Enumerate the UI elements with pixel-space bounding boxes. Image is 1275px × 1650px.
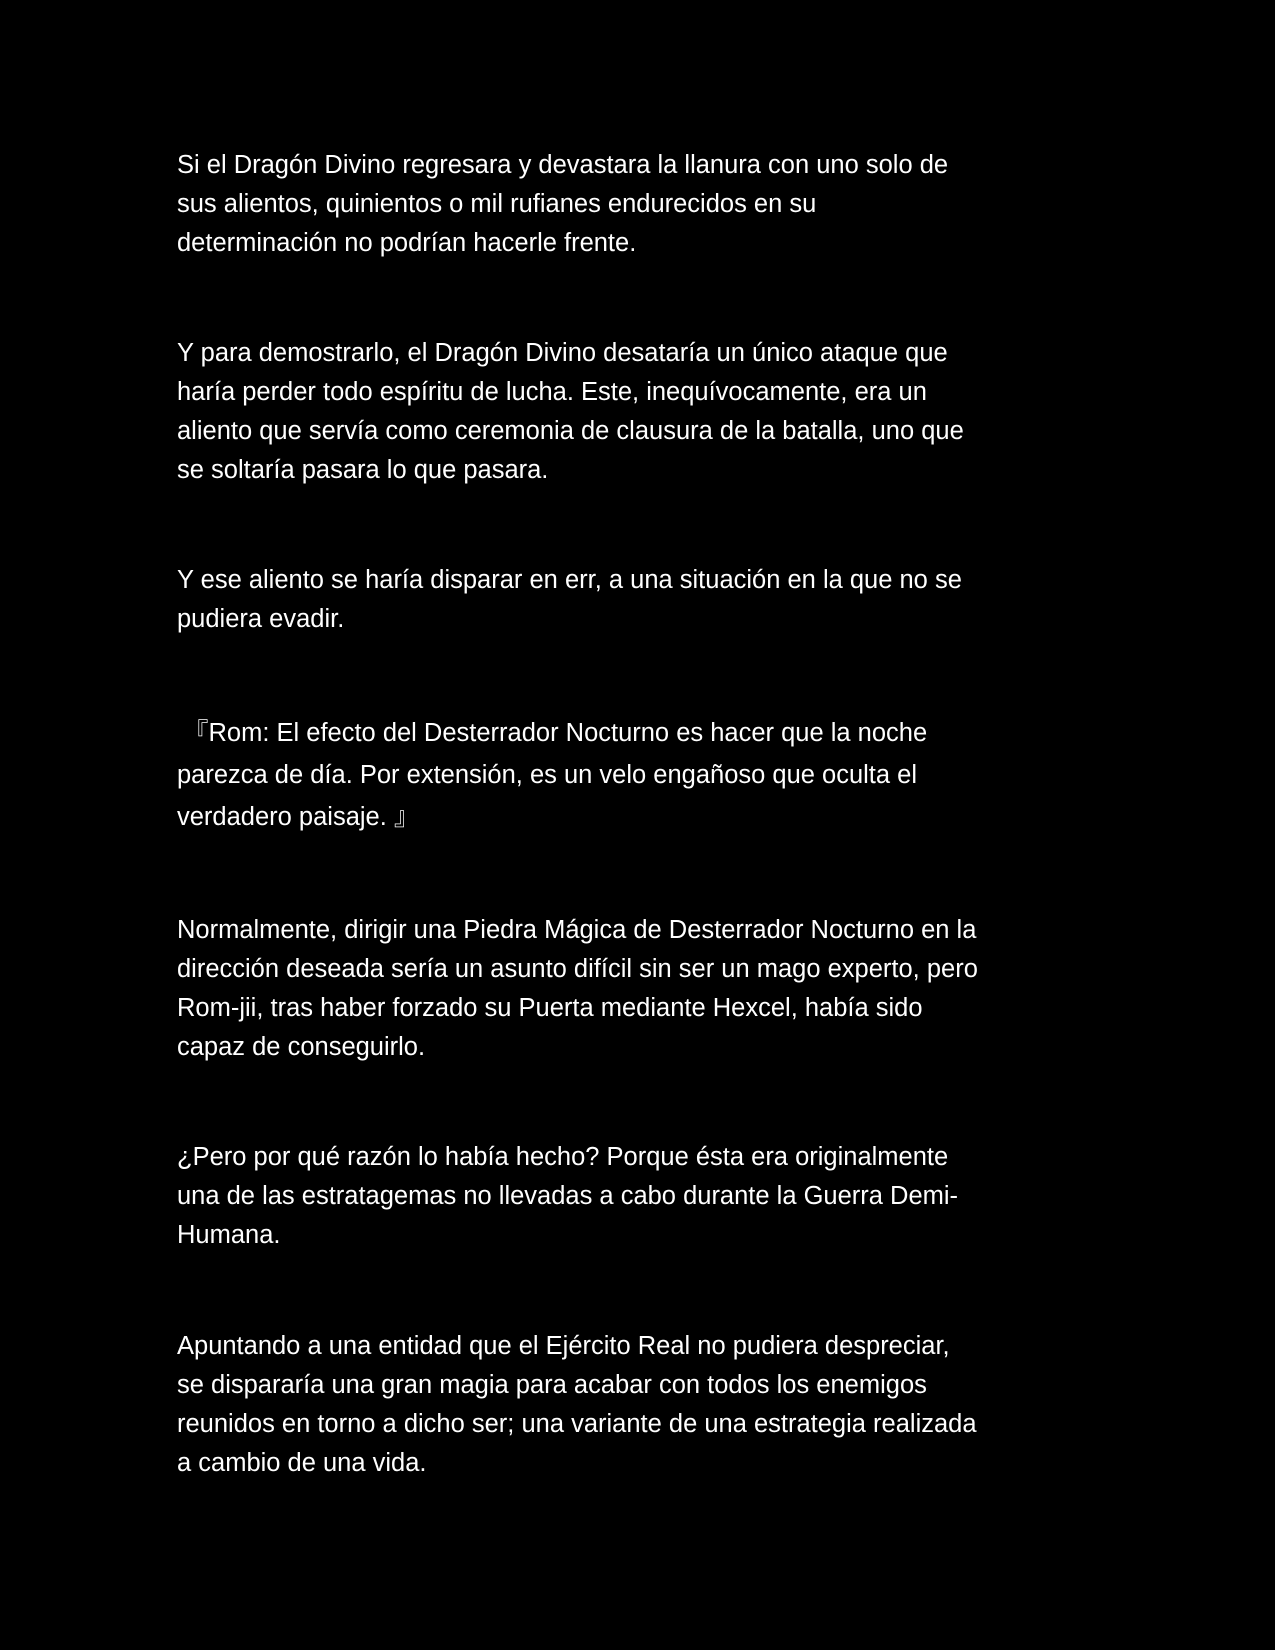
paragraph-line: Y ese aliento se haría disparar en err, a una situación en la que no se bbox=[177, 566, 962, 594]
paragraph-line: se soltaría pasara lo que pasara. bbox=[177, 456, 549, 484]
paragraph-3 bbox=[177, 561, 1107, 639]
paragraph-line: Normalmente, dirigir una Piedra Mágica de Desterrador Nocturno en la bbox=[177, 916, 977, 944]
paragraph-4-quote bbox=[177, 712, 1107, 838]
paragraph-line: ¿Pero por qué razón lo había hecho? Porque ésta era originalmente bbox=[177, 1143, 949, 1171]
paragraph-line: verdadero paisaje. 』 bbox=[177, 803, 420, 831]
paragraph-line: se dispararía una gran magia para acabar con todos los enemigos bbox=[177, 1371, 927, 1399]
paragraph-6 bbox=[177, 1138, 1107, 1255]
paragraph-line: parezca de día. Por extensión, es un velo engañoso que oculta el bbox=[177, 761, 918, 789]
paragraph-line: Y para demostrarlo, el Dragón Divino desataría un único ataque que bbox=[177, 339, 948, 367]
paragraph-line: Humana. bbox=[177, 1221, 281, 1249]
paragraph-1 bbox=[177, 146, 1107, 263]
paragraph-line: sus alientos, quinientos o mil rufianes endurecidos en su bbox=[177, 190, 817, 218]
paragraph-line: aliento que servía como ceremonia de clausura de la batalla, uno que bbox=[177, 417, 964, 445]
paragraph-line: determinación no podrían hacerle frente. bbox=[177, 229, 637, 257]
paragraph-line: Apuntando a una entidad que el Ejército Real no pudiera despreciar, bbox=[177, 1332, 950, 1360]
paragraph-line: Rom-jii, tras haber forzado su Puerta mediante Hexcel, había sido bbox=[177, 994, 923, 1022]
paragraph-line: una de las estratagemas no llevadas a cabo durante la Guerra Demi- bbox=[177, 1182, 959, 1210]
paragraph-7 bbox=[177, 1327, 1107, 1483]
paragraph-2 bbox=[177, 334, 1107, 490]
paragraph-5 bbox=[177, 911, 1107, 1067]
paragraph-line: haría perder todo espíritu de lucha. Este, inequívocamente, era un bbox=[177, 378, 927, 406]
paragraph-line: capaz de conseguirlo. bbox=[177, 1033, 426, 1061]
paragraph-line: reunidos en torno a dicho ser; una variante de una estrategia realizada bbox=[177, 1410, 977, 1438]
paragraph-line: dirección deseada sería un asunto difícil sin ser un mago experto, pero bbox=[177, 955, 978, 983]
paragraph-line: 『Rom: El efecto del Desterrador Nocturno es hacer que la noche bbox=[183, 719, 928, 747]
paragraph-line: pudiera evadir. bbox=[177, 605, 345, 633]
paragraph-line: a cambio de una vida. bbox=[177, 1449, 427, 1477]
paragraph-line: Si el Dragón Divino regresara y devastara la llanura con uno solo de bbox=[177, 151, 949, 179]
